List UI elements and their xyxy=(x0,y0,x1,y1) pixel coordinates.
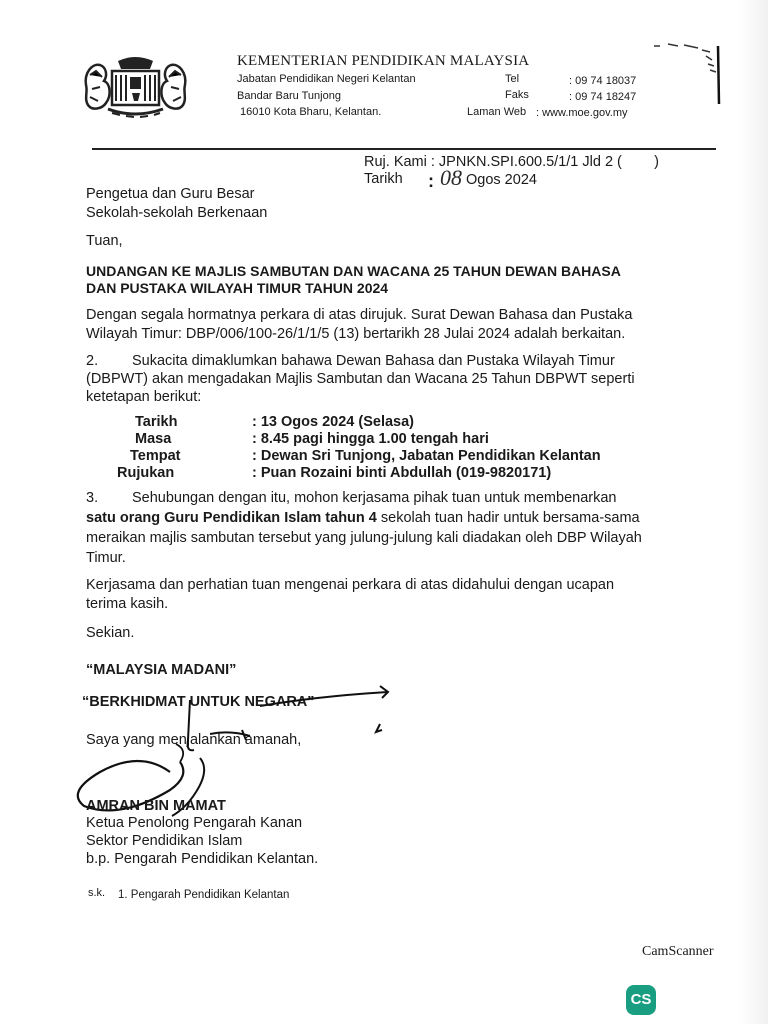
fax-label: Faks xyxy=(505,89,529,101)
para2-number: 2. xyxy=(86,353,99,369)
letter-title-line-1: UNDANGAN KE MAJLIS SAMBUTAN DAN WACANA 25 TAHUN DEWAN BAHASA xyxy=(86,263,621,279)
para4-line-1: Kerjasama dan perhatian tuan mengenai perkara di atas didahului dengan ucapan xyxy=(86,577,615,593)
para3-line-2-rest: sekolah tuan hadir untuk bersama-sama xyxy=(376,510,640,526)
detail-value-tarikh: : 13 Ogos 2024 (Selasa) xyxy=(252,414,414,430)
header-divider xyxy=(92,148,716,150)
tel-label: Tel xyxy=(505,73,520,85)
para3-number: 3. xyxy=(86,490,99,506)
para2-line-3: ketetapan berikut: xyxy=(86,389,202,405)
recipient-line-1: Pengetua dan Guru Besar xyxy=(86,186,255,202)
address-line-3: 16010 Kota Bharu, Kelantan. xyxy=(240,106,382,118)
web-label: Laman Web xyxy=(467,106,527,118)
para3-line-3: meraikan majlis sambutan tersebut yang julung-julung kali diadakan oleh DBP Wilayah xyxy=(86,530,642,546)
ministry-name: KEMENTERIAN PENDIDIKAN MALAYSIA xyxy=(237,53,530,69)
tel-value: : 09 74 18037 xyxy=(569,75,637,87)
web-value: : www.moe.gov.my xyxy=(536,107,628,119)
letter-title-line-2: DAN PUSTAKA WILAYAH TIMUR TAHUN 2024 xyxy=(86,280,389,296)
address-line-2: Bandar Baru Tunjong xyxy=(237,90,341,102)
para3-line-1: Sehubungan dengan itu, mohon kerjasama pihak tuan untuk membenarkan xyxy=(132,490,617,506)
salutation: Tuan, xyxy=(86,233,123,249)
detail-value-tempat: : Dewan Sri Tunjong, Jabatan Pendidikan Kelantan xyxy=(252,448,601,464)
detail-label-masa: Masa xyxy=(135,431,172,447)
scan-edge-mark xyxy=(650,40,730,106)
handwritten-day: 08 xyxy=(440,165,462,190)
para3-line-4: Timur. xyxy=(86,550,126,566)
address-line-1: Jabatan Pendidikan Negeri Kelantan xyxy=(237,73,416,85)
camscanner-badge-icon: CS xyxy=(626,985,656,1015)
slogan-berkhidmat: “BERKHIDMAT UNTUK NEGARA” xyxy=(82,694,315,710)
detail-label-tempat: Tempat xyxy=(130,448,181,464)
para1-line-1: Dengan segala hormatnya perkara di atas dirujuk. Surat Dewan Bahasa dan Pustaka xyxy=(86,307,633,323)
recipient-line-2: Sekolah-sekolah Berkenaan xyxy=(86,205,268,221)
cc-label: s.k. xyxy=(88,887,106,899)
para2-line-2: (DBPWT) akan mengadakan Majlis Sambutan dan Wacana 25 Tahun DBPWT seperti xyxy=(86,371,635,387)
date-colon: : xyxy=(428,171,434,191)
date-month-year: Ogos 2024 xyxy=(466,172,537,188)
coat-of-arms-logo xyxy=(78,55,193,123)
para4-line-2: terima kasih. xyxy=(86,596,169,612)
slogan-malaysia-madani: “MALAYSIA MADANI” xyxy=(86,662,237,678)
cc-item: 1. Pengarah Pendidikan Kelantan xyxy=(118,889,290,901)
fax-value: : 09 74 18247 xyxy=(569,91,637,103)
para3-line-2 xyxy=(86,509,640,528)
para1-line-2: Wilayah Timur: DBP/006/100-26/1/1/5 (13) bertarikh 28 Julai 2024 adalah berkaitan. xyxy=(86,326,626,342)
date-label: Tarikh xyxy=(364,171,403,187)
camscanner-watermark: CamScanner xyxy=(642,944,714,959)
para3-emphasis: satu orang Guru Pendidikan Islam tahun 4 xyxy=(86,510,377,526)
para2-line-1: Sukacita dimaklumkan bahawa Dewan Bahasa dan Pustaka Wilayah Timur xyxy=(132,353,615,369)
page-edge-shadow xyxy=(738,0,768,1024)
detail-label-tarikh: Tarikh xyxy=(135,414,178,430)
detail-label-rujukan: Rujukan xyxy=(117,465,175,481)
amanah-text: Saya yang menjalankan amanah, xyxy=(86,732,302,748)
detail-value-masa: : 8.45 pagi hingga 1.00 tengah hari xyxy=(252,431,489,447)
reference-number: Ruj. Kami : JPNKN.SPI.600.5/1/1 Jld 2 ( ) xyxy=(364,154,659,170)
signatory-name: AMRAN BIN MAMAT xyxy=(86,798,226,814)
signatory-title-2: Sektor Pendidikan Islam xyxy=(86,833,243,849)
detail-value-rujukan: : Puan Rozaini binti Abdullah (019-9820171) xyxy=(252,465,552,481)
closing-text: Sekian. xyxy=(86,625,135,641)
signatory-title-3: b.p. Pengarah Pendidikan Kelantan. xyxy=(86,851,319,867)
signatory-title-1: Ketua Penolong Pengarah Kanan xyxy=(86,815,303,831)
